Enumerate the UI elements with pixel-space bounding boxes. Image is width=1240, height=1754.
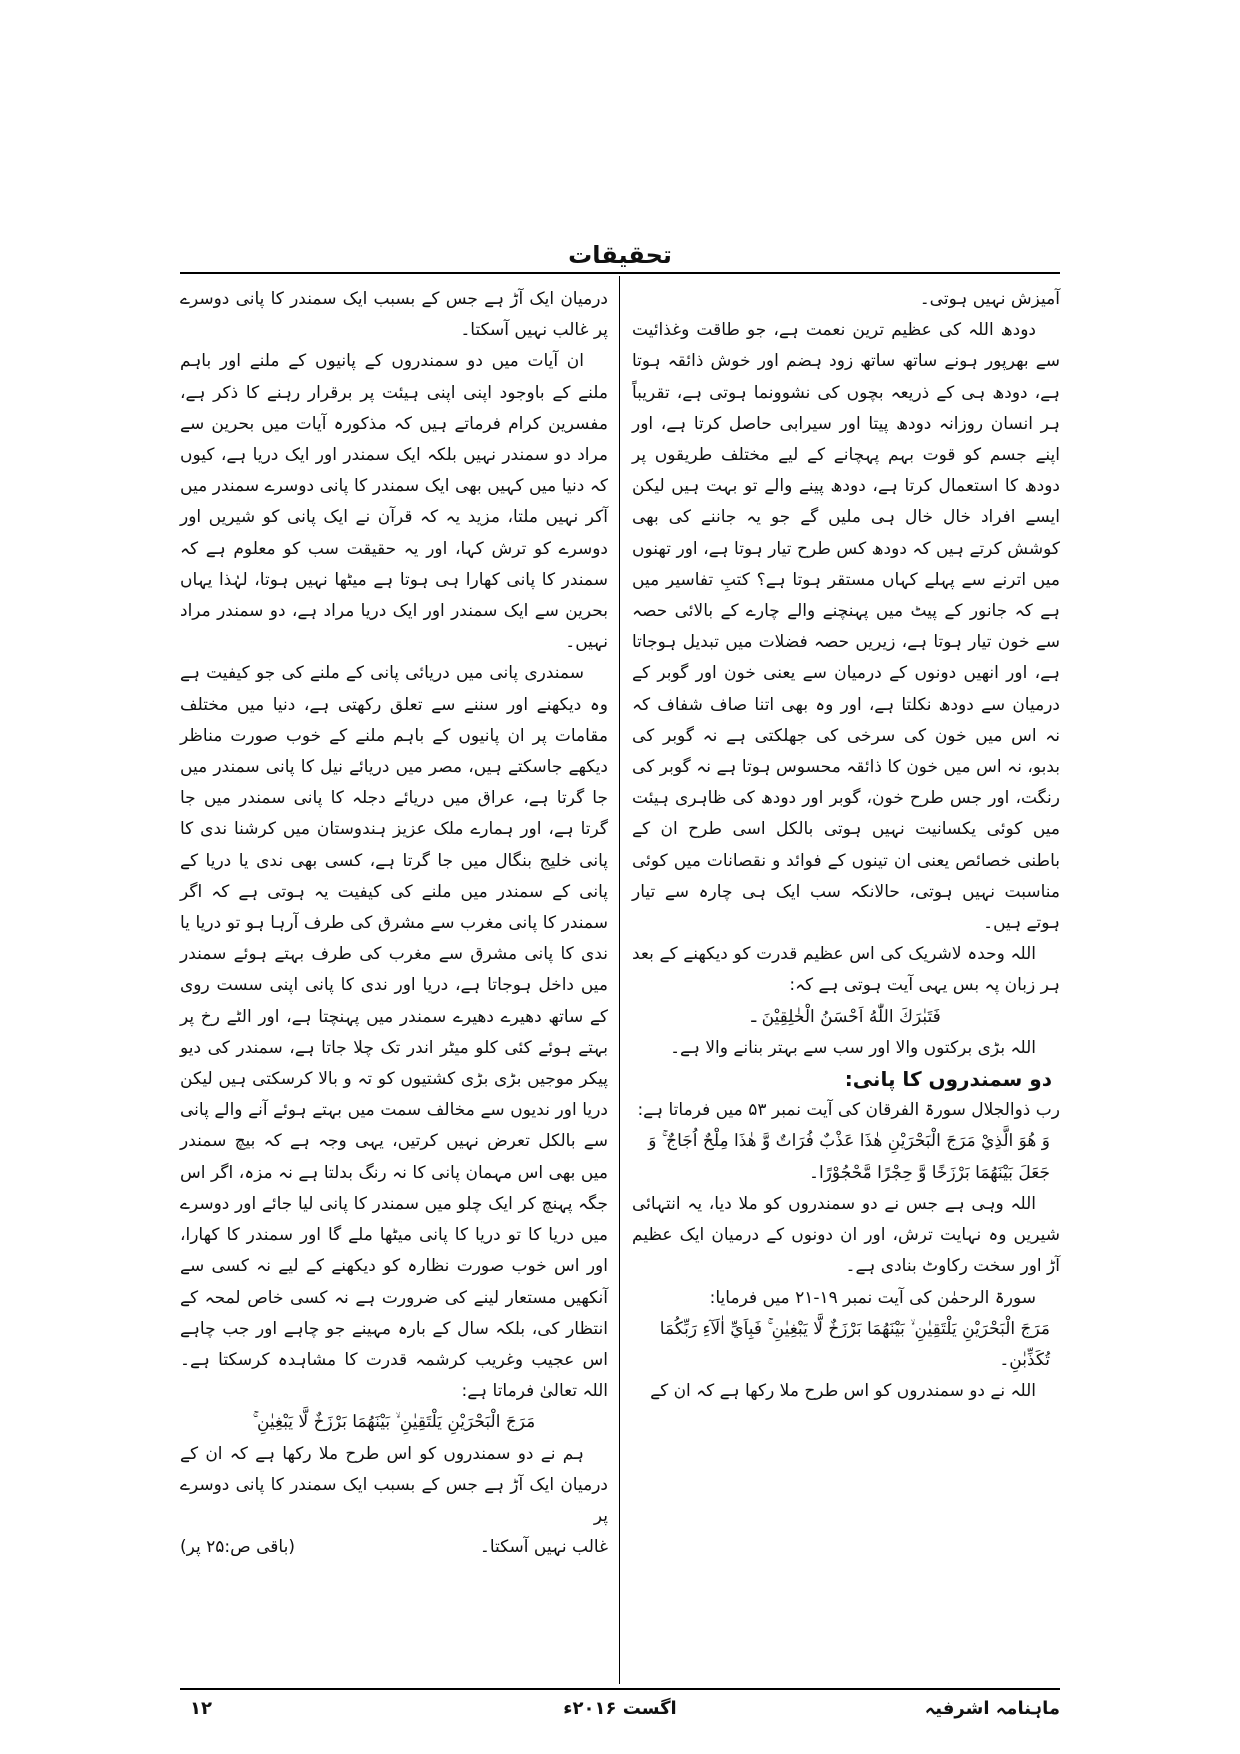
quran-verse: وَ هُوَ الَّذِيْ مَرَجَ الْبَحْرَيْنِ هٰذَا عَذْبٌ فُرَاتٌ وَّ هٰذَا مِلْحٌ اُجَاجٌ ۚ وَ جَعَلَ بَيْنَهُمَا بَرْزَخًا وَّ حِجْرًا مَّحْجُوْرًا۔ [648,1131,1050,1183]
paragraph: سمندری پانی میں دریائی پانی کے ملنے کی جو کیفیت ہے وہ دیکھنے اور سننے سے تعلق رکھتی ہے، دنیا میں مختلف مقامات پر ان پانیوں کے باہم ملنے کے خوب صورت مناظر دیکھے جاسکتے ہیں، مصر میں دریائے نیل کا پانی سمندر میں جا گرتا ہے، عراق میں دریائے دجلہ کا پانی سمندر میں جا گرتا ہے، اور ہمارے ملک عزیز ہندوستان میں کرشنا ندی کا پانی خلیج بنگال میں جا گرتا ہے، کسی بھی ندی یا دریا کے پانی کے سمندر میں ملنے کی کیفیت یہ ہوتی ہے کہ اگر سمندر کا پانی مغرب سے مشرق کی طرف آرہا ہو تو دریا یا ندی کا پانی مشرق سے مغرب کی طرف بہتے ہوئے سمندر میں داخل ہوجاتا ہے، دریا اور ندی کا پانی اپنی سست روی کے ساتھ دھیرے دھیرے سمندر میں پہنچتا ہے، اور الٹے رخ پر بہتے ہوئے کئی کلو میٹر اندر تک چلا جاتا ہے، سمندر کی دیو پیکر موجیں بڑی بڑی کشتیوں کو تہ و بالا کرسکتی ہیں لیکن دریا اور ندیوں سے مخالف سمت میں بہتے ہوئے آنے والے پانی سے بالکل تعرض نہیں کرتیں، یہی وجہ ہے کہ بیچ سمندر میں بھی اس مہمان پانی کا نہ رنگ بدلتا ہے نہ مزہ، اگر اس جگہ پہنچ کر ایک چلو میں سمندر کا پانی لیا جائے اور دوسرے میں دریا کا تو دریا کا پانی میٹھا ملے گا اور سمندر کا کھارا، اور اس خوب صورت نظارہ کو دیکھنے کے لیے نہ کسی سے آنکھیں مستعار لینے کی ضرورت ہے نہ کسی خاص لمحہ کے انتظار کی، بلکہ سال کے بارہ مہینے جو چاہے اور جب چاہے اس عجیب وغریب کرشمہ قدرت کا مشاہدہ کرسکتا ہے۔ اللہ تعالیٰ فرماتا ہے: [180,663,608,1402]
paragraph: اللہ بڑی برکتوں والا اور سب سے بہتر بنانے والا ہے۔ [670,1037,1036,1058]
header-rule [180,272,1060,274]
paragraph: اللہ وحدہ لاشریک کی اس عظیم قدرت کو دیکھنے کے بعد ہر زبان پہ بس یہی آیت ہوتی ہے کہ: [632,944,1060,996]
paragraph: سورۃ الرحمٰن کی آیت نمبر ۱۹-۲۱ میں فرمایا: [709,1287,1036,1308]
footer-rule [180,1688,1060,1690]
left-column [180,284,608,1563]
continuation-line [180,1532,608,1563]
paragraph: ہم نے دو سمندروں کو اس طرح ملا رکھا ہے کہ ان کے درمیان ایک آڑ ہے جس کے بسبب ایک سمندر کا پانی دوسرے پر [180,1443,608,1526]
page-title: تحقیقات [568,241,672,269]
paragraph: اللہ وہی ہے جس نے دو سمندروں کو ملا دیا، یہ انتہائی شیریں وہ نہایت ترش، اور ان دونوں کے درمیان ایک عظیم آڑ اور سخت رکاوٹ بنادی ہے۔ [632,1193,1060,1277]
paragraph: درمیان ایک آڑ ہے جس کے بسبب ایک سمندر کا پانی دوسرے پر غالب نہیں آسکتا۔ [180,289,608,341]
continued-note: (باقی ص:۲۵ پر) [180,1537,295,1558]
magazine-name: ماہنامہ اشرفیہ [924,1698,1060,1719]
paragraph: آمیزش نہیں ہوتی۔ [919,289,1060,309]
issue-date: اگست ۲۰۱۶ء [563,1698,677,1719]
quran-verse: مَرَجَ الْبَحْرَيْنِ يَلْتَقِيٰنِ ۙ بَيْنَهُمَا بَرْزَخٌ لَّا يَبْغِيٰنِ ۚ [252,1412,536,1433]
quran-verse: مَرَجَ الْبَحْرَيْنِ يَلْتَقِيٰنِ ۙ بَيْنَهُمَا بَرْزَخٌ لَّا يَبْغِيٰنِ ۚ فَبِاَيِّ اٰلَآءِ رَبِّكُمَا تُكَذِّبٰنِ۔ [659,1318,1050,1370]
paragraph: اللہ نے دو سمندروں کو اس طرح ملا رکھا ہے کہ ان کے [650,1381,1036,1402]
paragraph: دودھ اللہ کی عظیم ترین نعمت ہے، جو طاقت وغذائیت سے بھرپور ہونے ساتھ ساتھ زود ہضم اور خوش ذائقہ ہوتا ہے، دودھ ہی کے ذریعہ بچوں کی نشوونما ہوتی ہے، تقریباً ہر انسان روزانہ دودھ پیتا اور سیرابی حاصل کرتا ہے، اور اپنے جسم کو قوت بہم پہچانے کے لیے مختلف طریقوں پر دودھ کا استعمال کرتا ہے، دودھ پینے والے تو بہت ہیں لیکن ایسے افراد خال خال ہی ملیں گے جو یہ جاننے کی بھی کوشش کرتے ہیں کہ دودھ کس طرح تیار ہوتا ہے، اور تھنوں میں اترنے سے پہلے کہاں مستقر ہوتا ہے؟ کتبِ تفاسیر میں ہے کہ جانور کے پیٹ میں پہنچنے والے چارے کے بالائی حصہ سے خون تیار ہوتا ہے، زیریں حصہ فضلات میں تبدیل ہوجاتا ہے، اور انھیں دونوں کے درمیان سے یعنی خون اور گوبر کے درمیان سے دودھ نکلتا ہے، اور وہ بھی اتنا صاف شفاف کہ نہ اس میں خون کی سرخی کی جھلکتی ہے نہ گوبر کی بدبو، نہ اس میں خون کا ذائقہ محسوس ہوتا ہے نہ گوبر کی رنگت، اور جس طرح خون، گوبر اور دودھ کی ظاہری ہیئت میں کوئی یکسانیت نہیں ہوتی بالکل اسی طرح ان کے باطنی خصائص یعنی ان تینوں کے فوائد و نقصانات میں کوئی مناسبت نہیں ہوتی، حالانکہ سب ایک ہی چارہ سے تیار ہوتے ہیں۔ [632,320,1060,934]
quran-verse: فَتَبٰرَكَ اللّٰهُ اَحْسَنُ الْخٰلِقِيْنَ ـ [751,1006,941,1027]
section-heading: دو سمندروں کا پانی: [844,1067,1052,1092]
page-footer [180,1698,1060,1728]
right-column [632,284,1060,1407]
paragraph: ان آیات میں دو سمندروں کے پانیوں کے ملنے اور باہم ملنے کے باوجود اپنی اپنی ہیئت پر برقرار رہنے کا ذکر ہے، مفسرین کرام فرماتے ہیں کہ مذکورہ آیات میں بحرین سے مراد دو سمندر نہیں بلکہ ایک سمندر اور ایک دریا ہے، کیوں کہ دنیا میں کہیں بھی ایک سمندر کا پانی دوسرے سمندر میں آکر نہیں ملتا، مزید یہ کہ قرآن نے ایک پانی کو شیریں اور دوسرے کو ترش کہا، اور یہ حقیقت سب کو معلوم ہے کہ سمندر کا پانی کھارا ہی ہوتا ہے میٹھا نہیں ہوتا، لہٰذا یہاں بحرین سے ایک سمندر اور ایک دریا مراد ہے، دو سمندر مراد نہیں۔ [180,351,608,653]
paragraph: رب ذوالجلال سورۃ الفرقان کی آیت نمبر ۵۳ میں فرماتا ہے: [637,1100,1060,1121]
page-number: ۱۲ [190,1698,212,1719]
paragraph-end: غالب نہیں آسکتا۔ [479,1537,608,1558]
column-divider [619,276,620,1684]
